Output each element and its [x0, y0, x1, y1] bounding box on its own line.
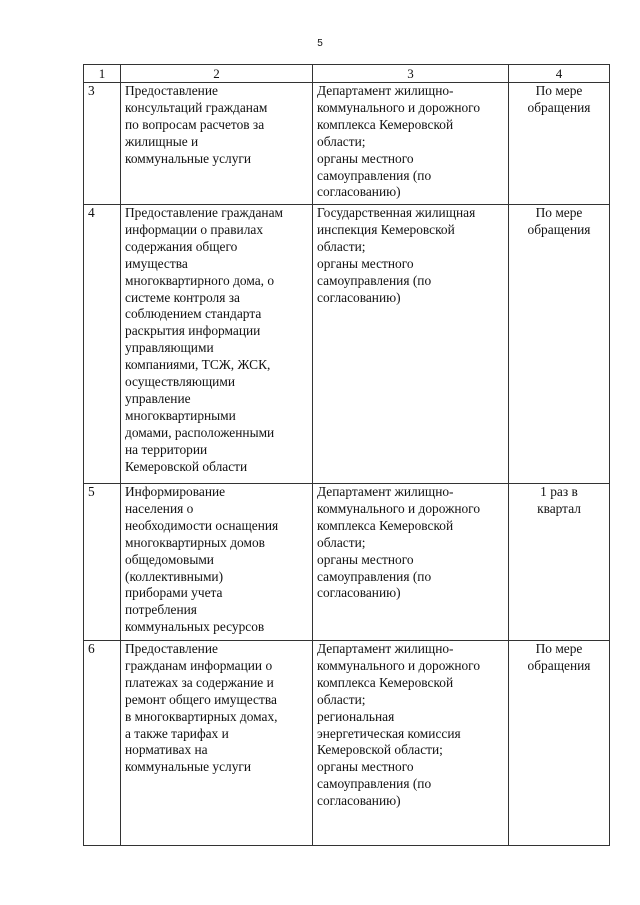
measure-description: Информирование населения о необходимости оснащения многоквартирных домов общедомовыми (коллективными) приборами учета потребления коммунальных ресурсов: [121, 484, 313, 641]
page-number: 5: [317, 38, 323, 49]
table-row: [84, 484, 610, 641]
header-cell-3: 3: [313, 65, 509, 83]
measure-description: Предоставление консультаций гражданам по вопросам расчетов за жилищные и коммунальные услуги: [121, 83, 313, 205]
header-cell-4: 4: [509, 65, 610, 83]
table-header-row: [84, 65, 610, 83]
row-number: 5: [84, 484, 121, 641]
measure-description: Предоставление гражданам информации о платежах за содержание и ремонт общего имущества в многоквартирных домах, а также тарифах и нормативах на коммунальные услуги: [121, 641, 313, 846]
measure-description: Предоставление гражданам информации о правилах содержания общего имущества многоквартирного дома, о системе контроля за соблюдением стандарта раскрытия информации управляющими компаниями, ТСЖ, ЖСК, осуществляющими управление многоквартирными домами, расположенными на территории Кемеровской области: [121, 205, 313, 484]
row-number: 6: [84, 641, 121, 846]
header-cell-2: 2: [121, 65, 313, 83]
responsible-executor: Государственная жилищная инспекция Кемеровской области; органы местного самоуправления (по согласованию): [313, 205, 509, 484]
execution-period: По мере обращения: [509, 83, 610, 205]
header-cell-1: 1: [84, 65, 121, 83]
table-row: [84, 641, 610, 846]
row-number: 4: [84, 205, 121, 484]
execution-period: 1 раз в квартал: [509, 484, 610, 641]
row-number: 3: [84, 83, 121, 205]
table-row: [84, 83, 610, 205]
execution-period: По мере обращения: [509, 641, 610, 846]
measures-table: [83, 64, 610, 846]
responsible-executor: Департамент жилищно- коммунального и дорожного комплекса Кемеровской области; органы местного самоуправления (по согласованию): [313, 484, 509, 641]
responsible-executor: Департамент жилищно- коммунального и дорожного комплекса Кемеровской области; органы местного самоуправления (по согласованию): [313, 83, 509, 205]
table-row: [84, 205, 610, 484]
execution-period: По мере обращения: [509, 205, 610, 484]
responsible-executor: Департамент жилищно- коммунального и дорожного комплекса Кемеровской области; региональная энергетическая комиссия Кемеровской области; органы местного самоуправления (по согласованию): [313, 641, 509, 846]
